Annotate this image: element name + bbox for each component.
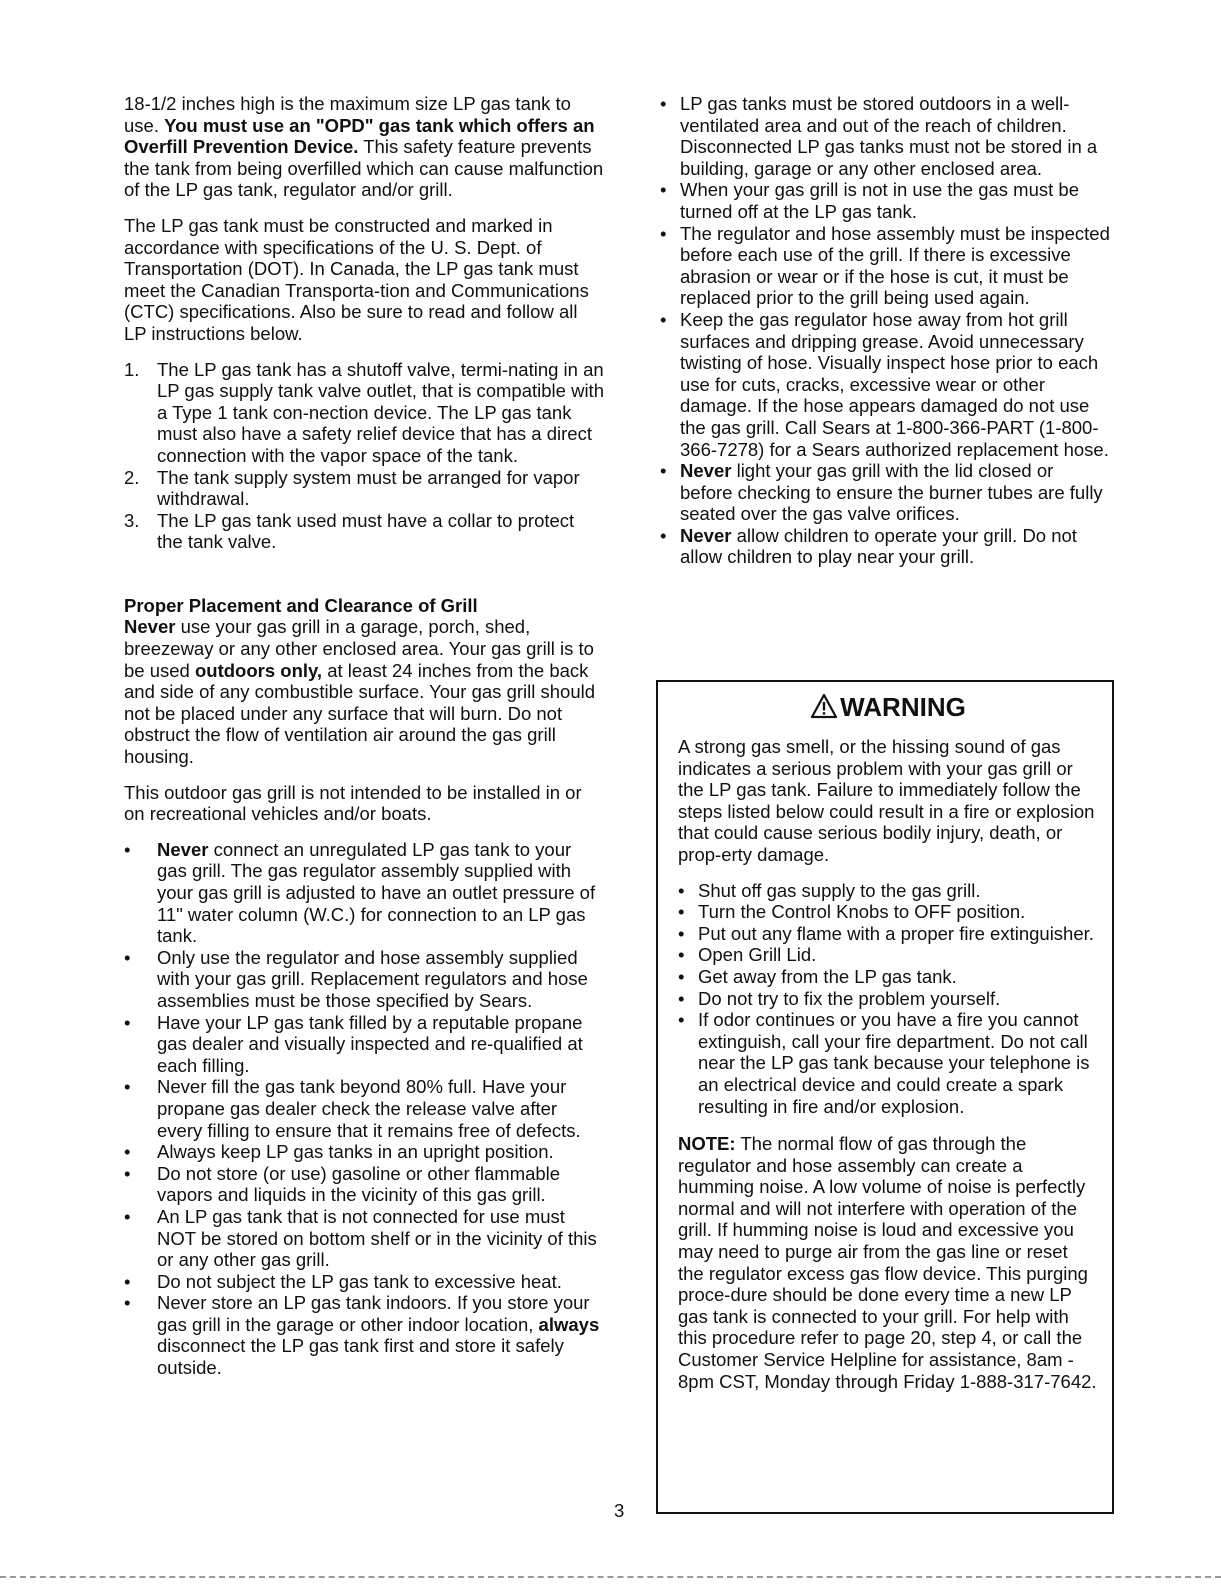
bold-run: outdoors only, <box>194 659 323 681</box>
text-run: Never fill the gas tank beyond 80% full. Have your propane gas dealer check the release valve after every filling to ensure that it remains free of defects. <box>157 1076 581 1141</box>
note-paragraph <box>678 1133 1098 1392</box>
list-item <box>660 223 1110 309</box>
text-run: Keep the gas regulator hose away from hot grill surfaces and dripping grease. Avoid unnecessary twisting of hose. Visually inspect hose prior to each use for cuts, cracks, excessive wear or other damage. If the hose appears damaged do not use the gas grill. Call Sears at 1-800-366-PART (1-800-366-7278) for a Sears authorized replacement hose. <box>680 308 1109 460</box>
placement-paragraph <box>124 616 604 767</box>
list-item <box>660 93 1110 179</box>
list-item <box>124 1076 604 1141</box>
warning-title <box>678 690 1098 724</box>
note-label: NOTE: <box>678 1133 736 1155</box>
text-run: light your gas grill with the lid closed or before checking to ensure the burner tubes are fully seated over the gas valve orifices. <box>680 460 1103 525</box>
list-item <box>124 1292 604 1378</box>
list-number: 2. <box>124 466 140 488</box>
list-item: • Put out any flame with a proper fire extinguisher. <box>678 923 1098 945</box>
text-run: LP gas tanks must be stored outdoors in a well-ventilated area and out of the reach of children. Disconnected LP gas tanks must not be stored in a building, garage or any other enclosed area. <box>680 93 1098 179</box>
page-number: 3 <box>614 1500 625 1521</box>
list-item <box>124 947 604 1012</box>
list-text: The LP gas tank used must have a collar to protect the tank valve. <box>157 509 575 553</box>
text-run: The regulator and hose assembly must be inspected before each use of the grill. If there is excessive abrasion or wear or if the hose is cut, it must be replaced prior to the grill being used again. <box>680 222 1110 309</box>
list-item <box>660 525 1110 568</box>
tank-requirements-list <box>124 359 604 553</box>
bold-run: Never <box>157 838 209 860</box>
scan-edge-divider <box>0 1576 1221 1578</box>
text-run: Have your LP gas tank filled by a reputable propane gas dealer and visually inspected and re-qualified at each filling. <box>157 1011 583 1076</box>
list-item <box>124 1206 604 1271</box>
text-run: use your gas grill in a garage, porch, shed, breezeway or any other enclosed area. Your gas grill is to be used <box>124 616 594 681</box>
list-item <box>124 359 604 467</box>
text-run: at least 24 inches from the back and side of any combustible surface. Your gas grill should not be placed under any surface that will burn. Do not obstruct the flow of ventilation air around the gas grill housing. <box>124 659 596 768</box>
list-item: • Get away from the LP gas tank. <box>678 966 1098 988</box>
warning-triangle-icon <box>810 693 838 719</box>
opd-requirement: You must use an "OPD" gas tank which offers an Overfill Prevention Device. <box>124 114 595 158</box>
list-item <box>124 510 604 553</box>
bold-run: Never <box>124 616 176 638</box>
text-run: An LP gas tank that is not connected for use must NOT be stored on bottom shelf or in the vicinity of this or any other gas grill. <box>157 1205 597 1271</box>
safety-bullets-left <box>124 839 604 1379</box>
text-run: Only use the regulator and hose assembly supplied with your gas grill. Replacement regulators and hose assemblies must be those specified by Sears. <box>157 946 588 1011</box>
text-run: connect an unregulated LP gas tank to your gas grill. The gas regulator assembly supplied with your gas grill is adjusted to have an outlet pressure of 11" water column (W.C.) for connection to an LP gas tank. <box>157 838 596 947</box>
list-text: The LP gas tank has a shutoff valve, termi-nating in an LP gas supply tank valve outlet, that is compatible with a Type 1 tank con-nection device. The LP gas tank must also have a safety relief device that has a direct connection with the vapor space of the tank. <box>157 358 604 466</box>
list-item <box>124 1141 604 1163</box>
note-text: The normal flow of gas through the regulator and hose assembly can create a humming noise. A low volume of noise is perfectly normal and will not interfere with operation of the grill. If humming noise is loud and excessive you may need to purge air from the gas line or reset the regulator excess gas flow device. This purging proce-dure should be done every time a new LP gas tank is connected to your grill. For help with this procedure refer to page 20, step 4, or call the Customer Service Helpline for assistance, 8am - 8pm CST, Monday through Friday 1-888-317-7642. <box>678 1133 1097 1392</box>
text-run: Always keep LP gas tanks in an upright position. <box>157 1141 554 1163</box>
list-item: • If odor continues or you have a fire you cannot extinguish, call your fire department. Do not call near the LP gas tank because your telephone is an electrical device and could create a spark resulting in fire and/or explosion. <box>678 1009 1098 1117</box>
list-number: 1. <box>124 358 140 380</box>
left-column <box>124 93 604 1379</box>
bold-run: Never <box>680 524 732 546</box>
text-run: 18-1/2 inches high is the maximum size LP gas tank to use. <box>124 93 571 136</box>
text-run: Do not subject the LP gas tank to excessive heat. <box>157 1270 562 1292</box>
list-item <box>124 839 604 947</box>
text-run: Never store an LP gas tank indoors. If you store your gas grill in the garage or other indoor location, <box>157 1292 590 1335</box>
safety-bullets-right <box>660 93 1110 568</box>
list-item: • Do not try to fix the problem yourself. <box>678 988 1098 1010</box>
section-heading: Proper Placement and Clearance of Grill <box>124 594 478 616</box>
list-item: • Turn the Control Knobs to OFF position. <box>678 901 1098 923</box>
bold-run: always <box>538 1313 600 1335</box>
rv-paragraph: This outdoor gas grill is not intended to be installed in or on recreational vehicles and/or boats. <box>124 781 582 825</box>
list-item: • Open Grill Lid. <box>678 944 1098 966</box>
warning-steps <box>678 880 1098 1118</box>
warning-box <box>656 680 1114 1514</box>
list-item: • Shut off gas supply to the gas grill. <box>678 880 1098 902</box>
list-item <box>660 309 1110 460</box>
list-item <box>124 1163 604 1206</box>
dot-specs-paragraph: The LP gas tank must be constructed and marked in accordance with specifications of the U. S. Dept. of Transportation (DOT). In Canada, the LP gas tank must meet the Canadian Transporta-tion and Communications (CTC) specifications. Also be sure to read and follow all LP instructions below. <box>124 214 589 344</box>
text-run: disconnect the LP gas tank first and store it safely outside. <box>157 1335 564 1379</box>
list-text: The tank supply system must be arranged for vapor withdrawal. <box>157 466 580 510</box>
warning-title-text: WARNING <box>840 692 966 722</box>
text-run: This safety feature prevents the tank from being overfilled which can cause malfunction of the LP gas tank, regulator and/or grill. <box>124 136 604 201</box>
warning-intro: A strong gas smell, or the hissing sound of gas indicates a serious problem with your gas grill or the LP gas tank. Failure to immediately follow the steps listed below could result in a fire or explosion that could cause serious bodily injury, death, or prop-erty damage. <box>678 736 1095 865</box>
list-item <box>124 1012 604 1077</box>
text-run: Do not store (or use) gasoline or other flammable vapors and liquids in the vicinity of this gas grill. <box>157 1162 561 1206</box>
list-item <box>124 1271 604 1293</box>
bold-run: Never <box>680 460 732 482</box>
tank-size-paragraph <box>124 93 604 201</box>
right-column <box>660 93 1110 568</box>
text-run: allow children to operate your grill. Do not allow children to play near your grill. <box>680 524 1077 568</box>
list-item <box>660 179 1110 222</box>
list-item <box>124 467 604 510</box>
text-run: When your gas grill is not in use the gas must be turned off at the LP gas tank. <box>680 179 1079 222</box>
list-number: 3. <box>124 509 140 531</box>
list-item <box>660 460 1110 525</box>
